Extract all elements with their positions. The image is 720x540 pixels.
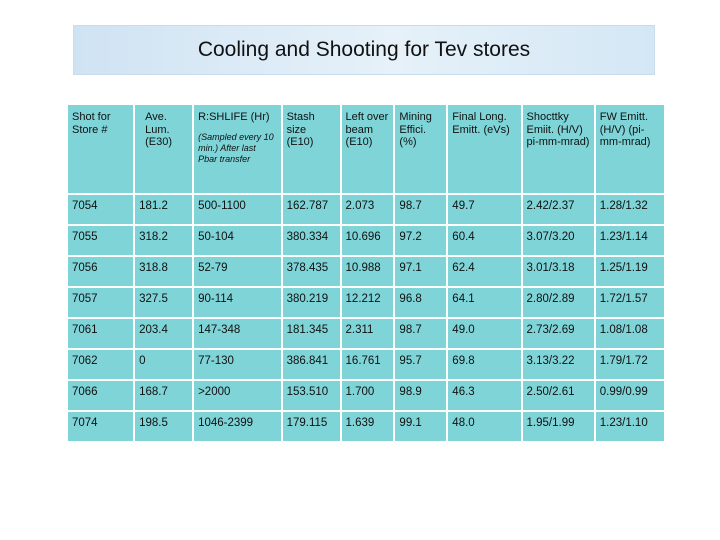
header-cell: Shot for Store # [68,105,133,193]
stores-table [66,103,666,443]
table-cell: 7054 [68,195,133,224]
table-cell: 69.8 [448,350,520,379]
table-cell: 95.7 [395,350,446,379]
table-cell: 7055 [68,226,133,255]
table-cell: 48.0 [448,412,520,441]
table-cell: 1.95/1.99 [523,412,594,441]
table-cell: 147-348 [194,319,280,348]
table-cell: 198.5 [135,412,192,441]
table-cell: 3.07/3.20 [523,226,594,255]
table-cell: 2.73/2.69 [523,319,594,348]
table-cell: 7066 [68,381,133,410]
table-cell: 162.787 [283,195,340,224]
header-cell: Shocttky Emiit. (H/V) pi-mm-mrad) [523,105,594,193]
table-cell: 2.42/2.37 [523,195,594,224]
table-cell: 49.7 [448,195,520,224]
table-cell: 7056 [68,257,133,286]
table-row [68,288,664,317]
table-cell: >2000 [194,381,280,410]
table-cell: 98.7 [395,319,446,348]
header-cell: FW Emitt. (H/V) (pi-mm-mrad) [596,105,664,193]
table-cell: 378.435 [283,257,340,286]
table-cell: 52-79 [194,257,280,286]
table-cell: 1.79/1.72 [596,350,664,379]
table-cell: 7061 [68,319,133,348]
table-cell: 7062 [68,350,133,379]
table-cell: 10.988 [342,257,394,286]
table-cell: 2.073 [342,195,394,224]
table-cell: 203.4 [135,319,192,348]
table-cell: 0.99/0.99 [596,381,664,410]
table-row [68,412,664,441]
table-cell: 318.2 [135,226,192,255]
table-cell: 62.4 [448,257,520,286]
table-cell: 98.7 [395,195,446,224]
table-cell: 50-104 [194,226,280,255]
table-cell: 0 [135,350,192,379]
header-cell: Stash size (E10) [283,105,340,193]
table-cell: 97.2 [395,226,446,255]
table-cell: 10.696 [342,226,394,255]
table-cell: 16.761 [342,350,394,379]
table-cell: 3.13/3.22 [523,350,594,379]
table-cell: 2.80/2.89 [523,288,594,317]
header-cell: R:SHLIFE (Hr) (Sampled every 10 min.) After last Pbar transfer [194,105,280,193]
table-cell: 1.700 [342,381,394,410]
table-cell: 153.510 [283,381,340,410]
table-row [68,319,664,348]
header-note: (Sampled every 10 min.) After last Pbar transfer [198,131,274,164]
table-row [68,257,664,286]
table-cell: 386.841 [283,350,340,379]
table-cell: 1.25/1.19 [596,257,664,286]
page-title: Cooling and Shooting for Tev stores [197,38,531,61]
header-row [68,105,664,193]
table-cell: 380.334 [283,226,340,255]
table-cell: 181.2 [135,195,192,224]
table-row [68,381,664,410]
table-cell: 1.28/1.32 [596,195,664,224]
header-cell: Final Long. Emitt. (eVs) [448,105,520,193]
table-cell: 181.345 [283,319,340,348]
table-cell: 7057 [68,288,133,317]
table-cell: 1.639 [342,412,394,441]
table-cell: 2.311 [342,319,394,348]
header-cell: Ave. Lum. (E30) [135,105,192,193]
table-cell: 1.23/1.10 [596,412,664,441]
table-cell: 1.08/1.08 [596,319,664,348]
table-cell: 318.8 [135,257,192,286]
table-cell: 60.4 [448,226,520,255]
table-row [68,195,664,224]
table-cell: 1.23/1.14 [596,226,664,255]
table-cell: 380.219 [283,288,340,317]
table-cell: 64.1 [448,288,520,317]
table-cell: 500-1100 [194,195,280,224]
table-cell: 99.1 [395,412,446,441]
table-cell: 179.115 [283,412,340,441]
table-cell: 49.0 [448,319,520,348]
title-banner [73,25,655,75]
table-cell: 1046-2399 [194,412,280,441]
table-cell: 1.72/1.57 [596,288,664,317]
table-cell: 96.8 [395,288,446,317]
table-cell: 77-130 [194,350,280,379]
table-cell: 168.7 [135,381,192,410]
header-cell: Left over beam (E10) [342,105,394,193]
table-cell: 90-114 [194,288,280,317]
header-cell: Mining Effici. (%) [395,105,446,193]
table-cell: 327.5 [135,288,192,317]
table-cell: 12.212 [342,288,394,317]
table-row [68,226,664,255]
table-cell: 7074 [68,412,133,441]
table-cell: 46.3 [448,381,520,410]
table-cell: 3.01/3.18 [523,257,594,286]
table-cell: 98.9 [395,381,446,410]
table-row [68,350,664,379]
table-cell: 97.1 [395,257,446,286]
table-cell: 2.50/2.61 [523,381,594,410]
